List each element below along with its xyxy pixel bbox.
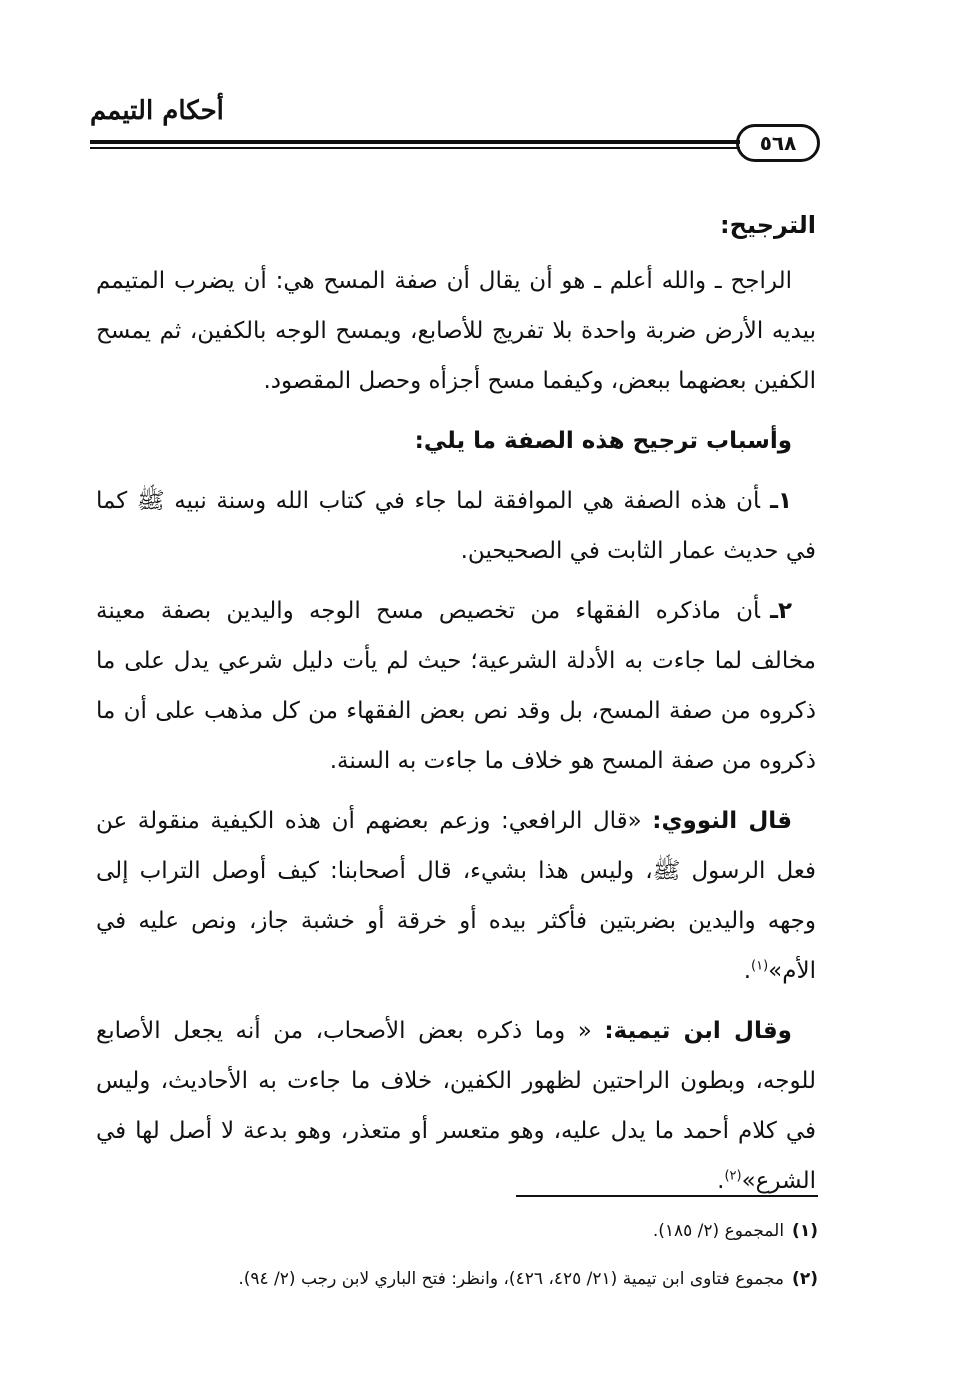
list-item-2 (96, 586, 816, 786)
list-item-text: أن ماذكره الفقهاء من تخصيص مسح الوجه واليدين بصفة معينة مخالف لما جاءت به الأدلة الشرعية؛ حيث لم يأت دليل شرعي يدل على ما ذكروه من صفة المسح، بل وقد نص بعض الفقهاء من كل مذهب على أن ما ذكروه من صفة المسح هو خلاف ما جاءت به السنة. (96, 598, 816, 774)
section-heading: الترجيح: (720, 211, 816, 239)
footnote-ref-1[interactable]: (١) (751, 958, 769, 974)
quote-ibn-taymiyyah (96, 1006, 816, 1206)
footnote-1 (96, 1218, 818, 1244)
chapter-title: أحكام التيمم (90, 96, 224, 126)
quote-attribution: وقال ابن تيمية: (604, 1018, 792, 1044)
period: . (743, 958, 752, 984)
quote-nawawi (96, 796, 816, 996)
list-item-text: أن هذه الصفة هي الموافقة لما جاء في كتاب الله وسنة نبيه ﷺ كما في حديث عمار الثابت في الصحيحين. (96, 488, 816, 564)
footnote-ref-2[interactable]: (٢) (724, 1168, 742, 1184)
quote-text: « وما ذكره بعض الأصحاب، من أنه يجعل الأصابع للوجه، وبطون الراحتين لظهور الكفين، خلاف ما جاءت به الأحاديث، وليس في كلام أحمد ما يدل عليه، وهو متعسر أو متعذر، وهو بدعة لا أصل لها في الشرع» (96, 1018, 816, 1194)
list-item-1 (96, 476, 816, 576)
footnote-number: (٢) (792, 1269, 818, 1289)
header-rule-thin (90, 147, 740, 149)
header-rule-thick (90, 140, 740, 144)
running-header (90, 96, 820, 166)
paragraph-preferred-opinion: الراجح ـ والله أعلم ـ هو أن يقال أن صفة المسح هي: أن يضرب المتيمم بيديه الأرض ضربة واحدة بلا تفريج للأصابع، ويمسح الوجه بالكفين، ثم يمسح الكفين بعضهما ببعض، وكيفما مسح أجزأه وحصل المقصود. (96, 268, 816, 394)
footnote-text: مجموع فتاوى ابن تيمية (٢١/ ٤٢٥، ٤٢٦)، وانظر: فتح الباري لابن رجب (٢/ ٩٤). (238, 1269, 785, 1289)
footnote-number: (١) (792, 1221, 818, 1241)
quote-text: «قال الرافعي: وزعم بعضهم أن هذه الكيفية منقولة عن فعل الرسول ﷺ، وليس هذا بشيء، قال أصحابنا: كيف أوصل التراب إلى وجهه واليدين بضربتين فأكثر بيده أو خرقة أو خشبة جاز، ونص عليه في الأم» (96, 808, 816, 984)
main-text (96, 200, 816, 1216)
list-item-number: ٢ـ (770, 598, 792, 624)
page-number: ٥٦٨ (736, 124, 820, 162)
list-item-number: ١ـ (770, 488, 792, 514)
footnote-text: المجموع (٢/ ١٨٥). (652, 1221, 785, 1241)
footnotes (96, 1218, 818, 1314)
footnote-2 (96, 1266, 818, 1292)
quote-attribution: قال النووي: (652, 808, 793, 834)
period: . (717, 1168, 725, 1194)
reasons-intro: وأسباب ترجيح هذه الصفة ما يلي: (414, 428, 792, 454)
footnote-separator (516, 1195, 818, 1197)
